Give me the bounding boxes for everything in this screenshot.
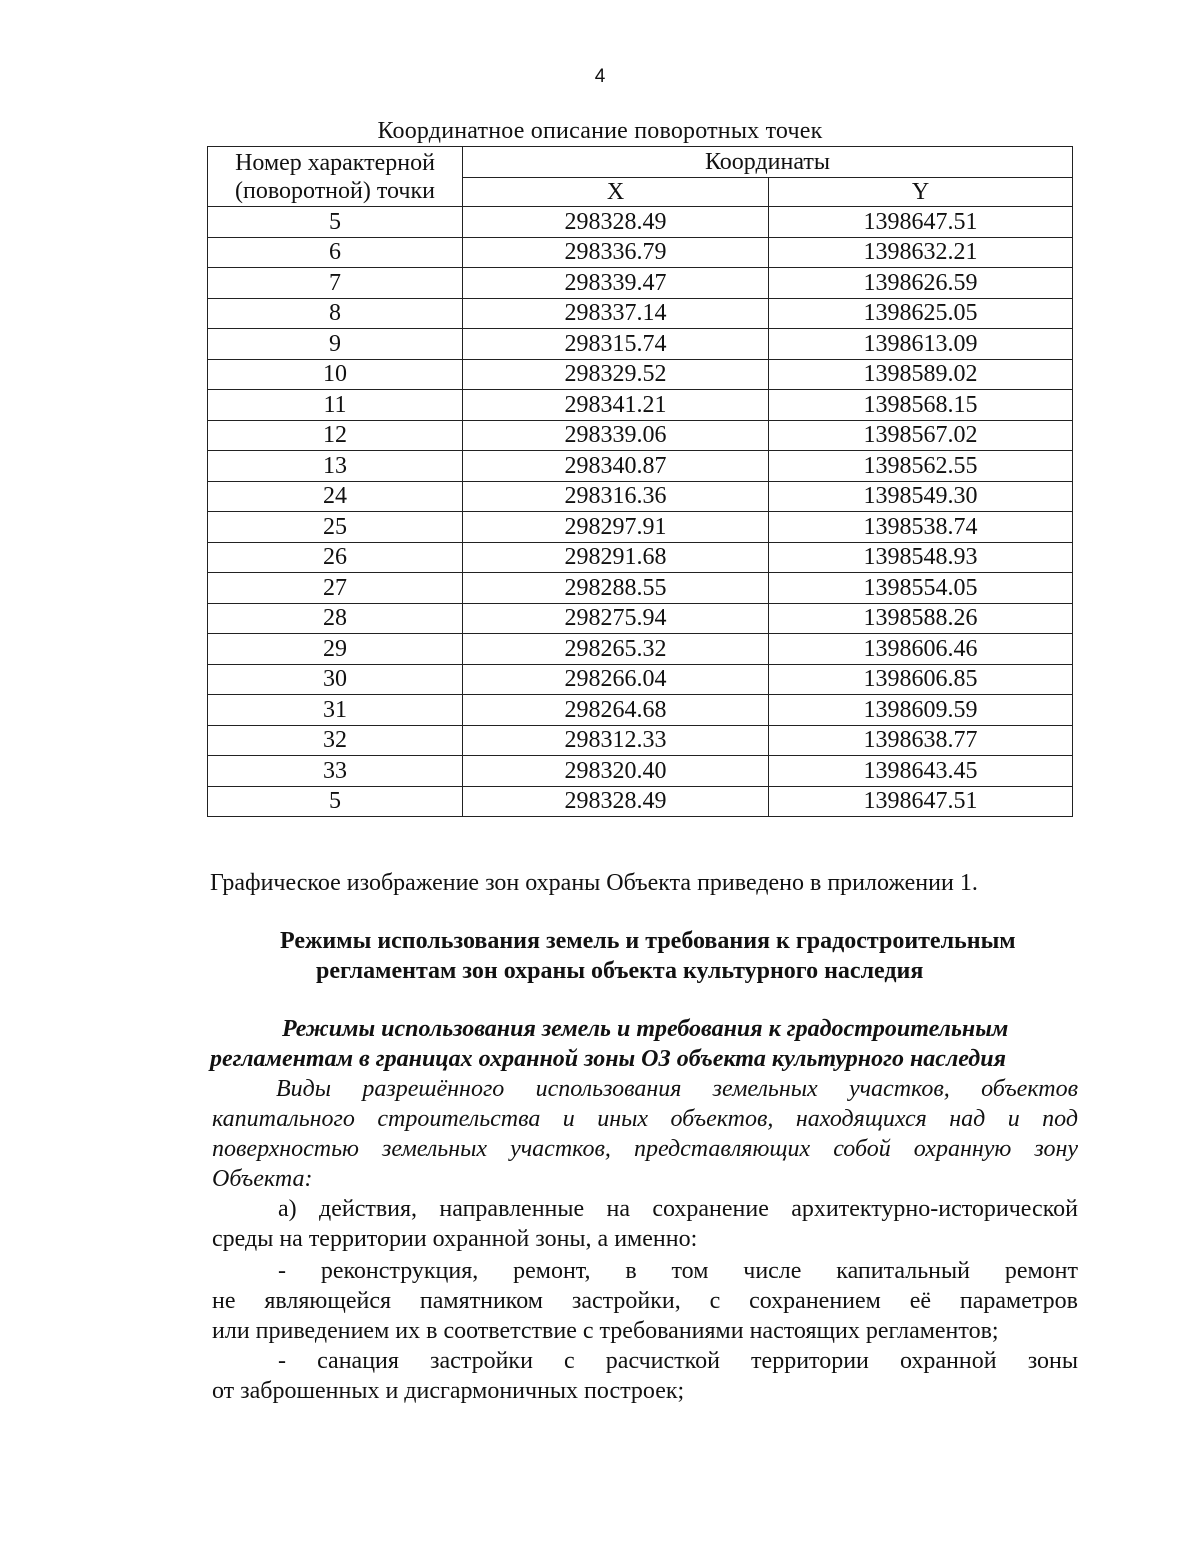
y-cell: 1398647.51 [769,207,1073,238]
table-caption: Координатное описание поворотных точек [377,118,823,144]
point-cell: 6 [208,237,463,268]
point-cell: 28 [208,603,463,634]
x-cell: 298275.94 [463,603,769,634]
item-a-line1: а) действия, направленные на сохранение архитектурно-исторической [278,1196,1078,1222]
table-row [208,237,1073,268]
bullet2-line1: - санация застройки с расчисткой территории охранной зоны [278,1348,1078,1374]
header-point-line2: (поворотной) точки [235,177,435,204]
x-cell: 298312.33 [463,725,769,756]
table-row [208,329,1073,360]
x-cell: 298336.79 [463,237,769,268]
table-row [208,634,1073,665]
point-cell: 27 [208,573,463,604]
bullet1-paragraph [212,1256,1078,1346]
italic-line3: поверхностью земельных участков, представляющих собой охранную зону [212,1136,1078,1162]
subsection-heading-line2: регламентам в границах охранной зоны ОЗ объекта культурного наследия [210,1046,1006,1072]
x-cell: 298315.74 [463,329,769,360]
point-cell: 5 [208,786,463,817]
table-row [208,512,1073,543]
x-cell: 298340.87 [463,451,769,482]
bullet2-line2: от заброшенных и дисгармоничных построек; [212,1378,685,1404]
header-coordinates: Координаты [463,147,1073,178]
point-cell: 13 [208,451,463,482]
page-number: 4 [594,66,606,87]
point-cell: 8 [208,298,463,329]
graphic-note: Графическое изображение зон охраны Объекта приведено в приложении 1. [210,870,978,896]
section-heading-line1: Режимы использования земель и требования к градостроительным [280,928,1016,954]
table-row [208,542,1073,573]
italic-paragraph [212,1074,1078,1194]
subsection-heading [210,1014,1080,1074]
y-cell: 1398567.02 [769,420,1073,451]
italic-line4: Объекта: [212,1166,313,1192]
table-row [208,786,1073,817]
point-cell: 9 [208,329,463,360]
x-cell: 298265.32 [463,634,769,665]
x-cell: 298337.14 [463,298,769,329]
y-cell: 1398626.59 [769,268,1073,299]
x-cell: 298266.04 [463,664,769,695]
y-cell: 1398548.93 [769,542,1073,573]
point-cell: 30 [208,664,463,695]
x-cell: 298329.52 [463,359,769,390]
x-cell: 298297.91 [463,512,769,543]
subsection-heading-line1: Режимы использования земель и требования к градостроительным [282,1016,1009,1042]
y-cell: 1398538.74 [769,512,1073,543]
point-cell: 26 [208,542,463,573]
bullet1-line2: не являющейся памятником застройки, с сохранением её параметров [212,1288,1078,1314]
y-cell: 1398643.45 [769,756,1073,787]
table-row [208,420,1073,451]
y-cell: 1398554.05 [769,573,1073,604]
table-row [208,573,1073,604]
x-cell: 298328.49 [463,207,769,238]
table-row [208,481,1073,512]
table-row [208,603,1073,634]
x-cell: 298328.49 [463,786,769,817]
x-cell: 298320.40 [463,756,769,787]
x-cell: 298264.68 [463,695,769,726]
y-cell: 1398549.30 [769,481,1073,512]
x-cell: 298288.55 [463,573,769,604]
table-row [208,664,1073,695]
table-row [208,359,1073,390]
y-cell: 1398609.59 [769,695,1073,726]
y-cell: 1398562.55 [769,451,1073,482]
point-cell: 11 [208,390,463,421]
y-cell: 1398606.85 [769,664,1073,695]
x-cell: 298339.47 [463,268,769,299]
point-cell: 24 [208,481,463,512]
point-cell: 7 [208,268,463,299]
y-cell: 1398638.77 [769,725,1073,756]
point-cell: 29 [208,634,463,665]
item-a-paragraph [212,1194,1078,1254]
table-row [208,725,1073,756]
y-cell: 1398625.05 [769,298,1073,329]
table-row [208,390,1073,421]
table-row [208,695,1073,726]
header-point-line1: Номер характерной [235,149,435,176]
header-x: X [463,178,769,207]
bullet2-paragraph [212,1346,1078,1406]
y-cell: 1398647.51 [769,786,1073,817]
coordinates-table [207,146,1073,817]
point-cell: 5 [208,207,463,238]
table-row [208,268,1073,299]
point-cell: 10 [208,359,463,390]
table-body [208,207,1073,817]
point-cell: 33 [208,756,463,787]
y-cell: 1398632.21 [769,237,1073,268]
header-y: Y [769,178,1073,207]
italic-line2: капитального строительства и иных объектов, находящихся над и под [212,1106,1078,1132]
point-cell: 25 [208,512,463,543]
x-cell: 298316.36 [463,481,769,512]
italic-line1: Виды разрешённого использования земельных участков, объектов [276,1076,1078,1102]
table-row [208,298,1073,329]
table-row [208,451,1073,482]
x-cell: 298341.21 [463,390,769,421]
point-cell: 31 [208,695,463,726]
x-cell: 298339.06 [463,420,769,451]
table-row [208,207,1073,238]
table-row [208,756,1073,787]
y-cell: 1398589.02 [769,359,1073,390]
point-cell: 32 [208,725,463,756]
y-cell: 1398568.15 [769,390,1073,421]
header-point-number [208,147,463,207]
x-cell: 298291.68 [463,542,769,573]
section-heading [210,926,1130,986]
bullet1-line3: или приведением их в соответствие с требованиями настоящих регламентов; [212,1318,999,1344]
bullet1-line1: - реконструкция, ремонт, в том числе капитальный ремонт [278,1258,1078,1284]
section-heading-line2: регламентам зон охраны объекта культурного наследия [316,958,924,984]
y-cell: 1398613.09 [769,329,1073,360]
item-a-line2: среды на территории охранной зоны, а именно: [212,1226,698,1252]
point-cell: 12 [208,420,463,451]
y-cell: 1398588.26 [769,603,1073,634]
y-cell: 1398606.46 [769,634,1073,665]
